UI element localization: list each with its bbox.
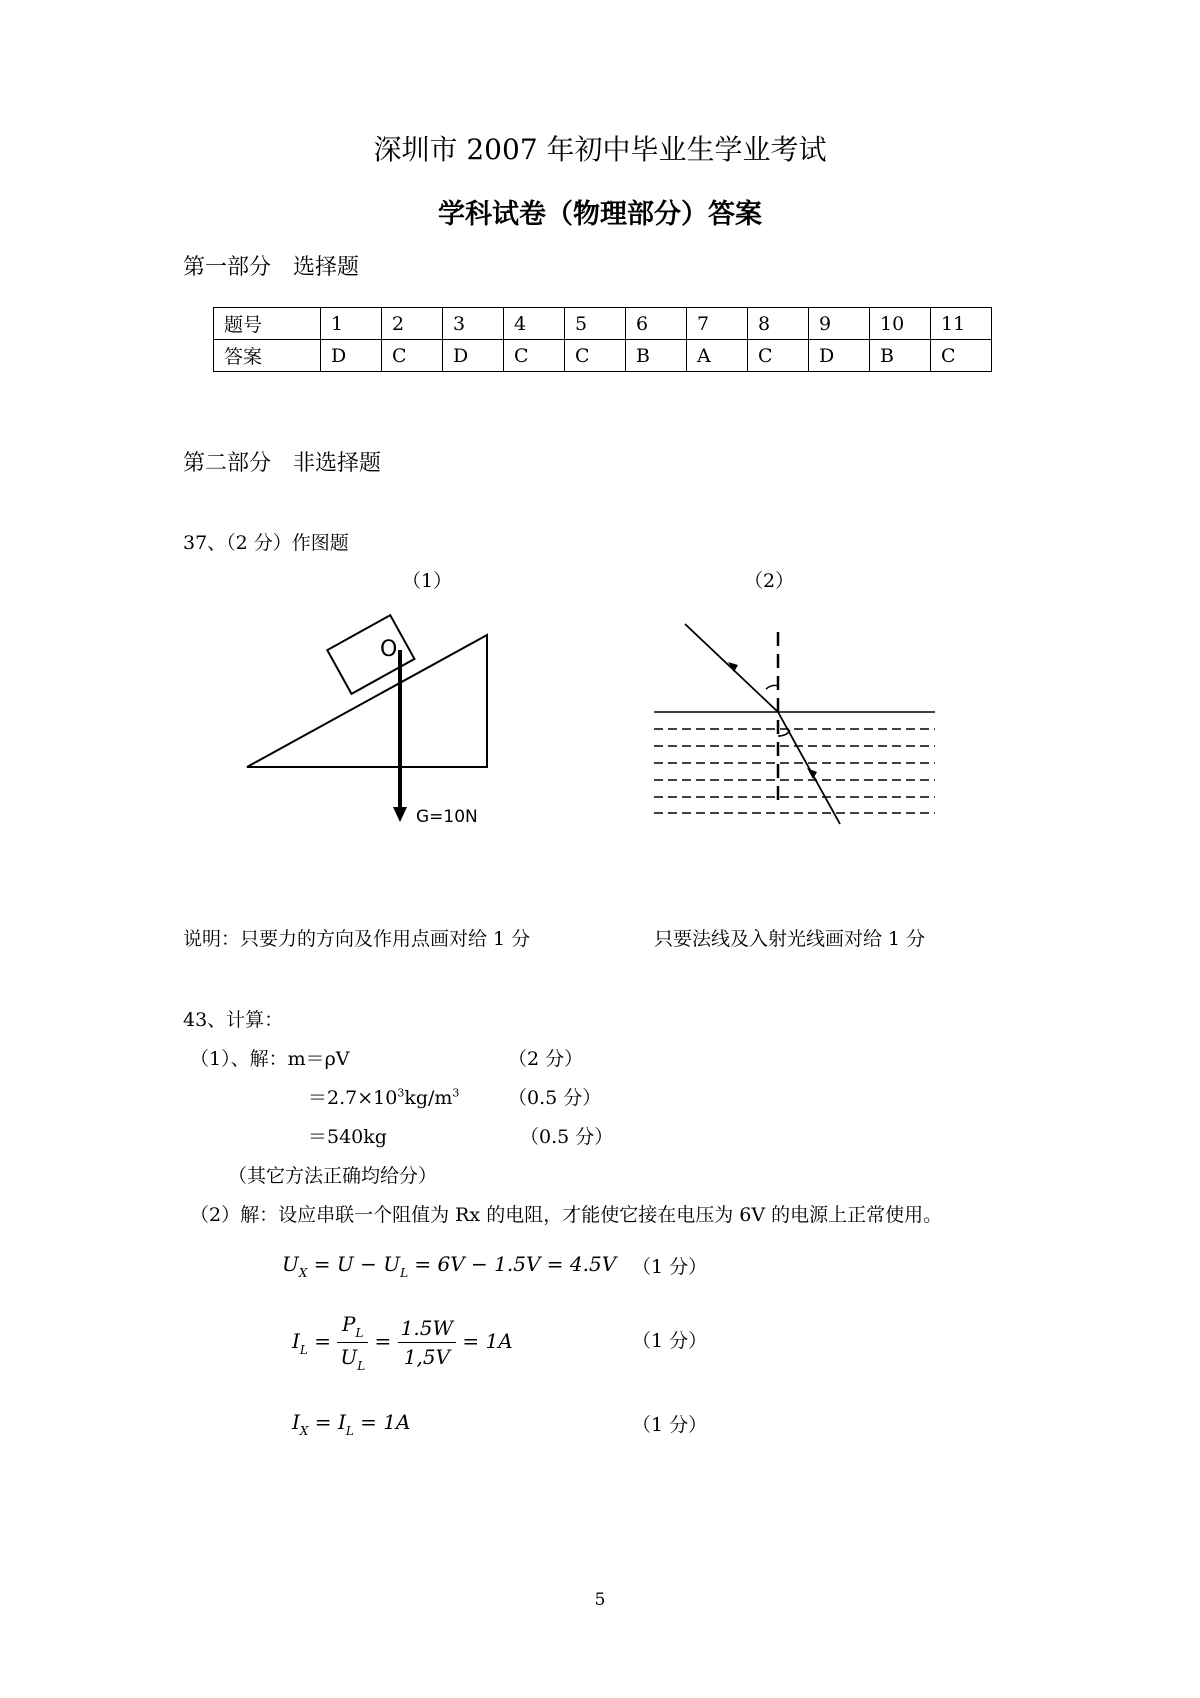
table-cell: D [809, 340, 870, 372]
table-cell: 7 [687, 308, 748, 340]
table-cell: 4 [504, 308, 565, 340]
equation-ix: $I_X = I_L = 1A$ [292, 1410, 411, 1438]
answer-table [213, 307, 992, 372]
figure1-label: （1） [402, 570, 453, 592]
incident-ray [685, 624, 778, 712]
table-row-answers [214, 340, 992, 372]
table-cell: 3 [443, 308, 504, 340]
incline-force-diagram [230, 600, 550, 840]
q43-p1-score1: （2 分） [508, 1048, 584, 1070]
eq2-score: （1 分） [632, 1330, 708, 1352]
q43-p1-line3: ＝540kg [308, 1126, 387, 1148]
document-subtitle: 学科试卷（物理部分）答案 [438, 199, 762, 230]
point-o-label: O [380, 637, 398, 662]
q43-p1-line2: $=2.7\times 10^3kg/m^3$ [308, 1086, 460, 1109]
table-cell: C [504, 340, 565, 372]
q37-heading: 37、（2 分）作图题 [183, 532, 349, 554]
table-cell: C [382, 340, 443, 372]
eq1-score: （1 分） [632, 1256, 708, 1278]
part2-heading: 第二部分 非选择题 [183, 451, 382, 476]
table-cell: 10 [870, 308, 931, 340]
table-cell: 1 [321, 308, 382, 340]
row-label-answers: 答案 [214, 340, 321, 372]
row-label-numbers: 题号 [214, 308, 321, 340]
water-lines [654, 712, 935, 813]
equation-ux: $U_X = U - U_L = 6V - 1.5V = 4.5V$ [282, 1252, 617, 1280]
equation-il: $I_L$ = $\frac{P_L}{U_L}$ = $\frac{1.5W}{1,5V}$ = 1A [292, 1312, 513, 1373]
table-cell: 8 [748, 308, 809, 340]
table-row-numbers [214, 308, 992, 340]
force-label: G=10N [416, 807, 478, 827]
q43-p1-line1: （1）、解：m＝ρV [190, 1048, 350, 1070]
table-cell: C [565, 340, 626, 372]
table-cell: A [687, 340, 748, 372]
q43-p1-score3: （0.5 分） [520, 1126, 614, 1148]
table-cell: D [321, 340, 382, 372]
table-cell: B [870, 340, 931, 372]
note-force: 说明：只要力的方向及作用点画对给 1 分 [183, 928, 531, 950]
q43-p2-intro: （2）解：设应串联一个阻值为 Rx 的电阻，才能使它接在电压为 6V 的电源上正常使用。 [190, 1204, 943, 1226]
table-cell: 2 [382, 308, 443, 340]
q43-p1-note: （其它方法正确均给分） [228, 1165, 438, 1187]
table-cell: 6 [626, 308, 687, 340]
table-cell: C [931, 340, 992, 372]
incidence-angle-mark [766, 685, 778, 689]
table-cell: B [626, 340, 687, 372]
table-cell: 5 [565, 308, 626, 340]
figure2-label: （2） [744, 570, 795, 592]
part1-heading: 第一部分 选择题 [183, 255, 360, 280]
refraction-diagram [650, 612, 950, 832]
q43-p1-score2: （0.5 分） [508, 1087, 602, 1109]
table-cell: C [748, 340, 809, 372]
table-cell: D [443, 340, 504, 372]
eq3-score: （1 分） [632, 1414, 708, 1436]
refracted-arrow-icon [807, 768, 817, 779]
table-cell: 11 [931, 308, 992, 340]
note-light: 只要法线及入射光线画对给 1 分 [654, 928, 926, 950]
q43-heading: 43、计算： [183, 1009, 284, 1031]
arrow-head-icon [393, 807, 407, 822]
table-cell: 9 [809, 308, 870, 340]
document-title: 深圳市 2007 年初中毕业生学业考试 [373, 133, 827, 166]
page-number: 5 [594, 1590, 606, 1610]
